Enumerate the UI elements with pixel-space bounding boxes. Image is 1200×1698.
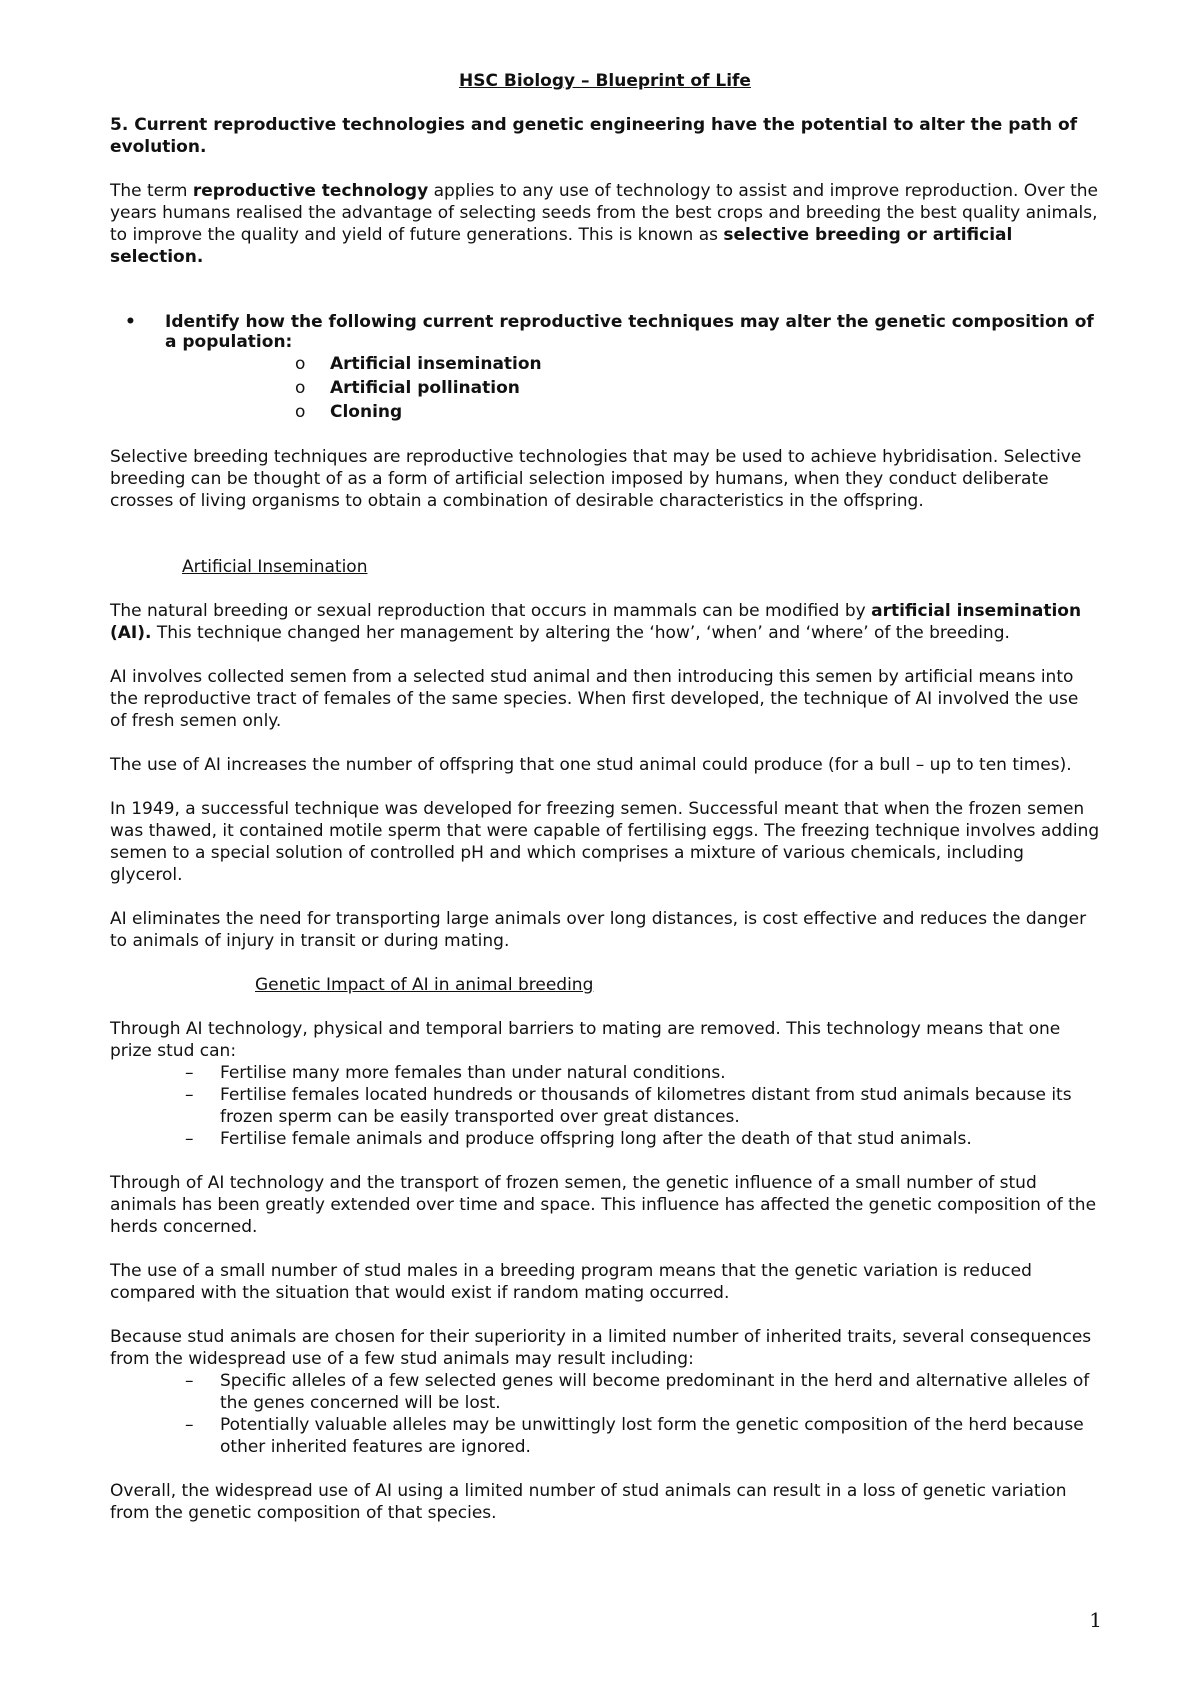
technique-list [110,352,1100,424]
circle-bullet-icon: o [295,354,306,374]
ai-paragraph-1: The natural breeding or sexual reproduction that occurs in mammals can be modified by artificial insemination (AI). This technique changed her management by altering the ‘how’, ‘when’ and ‘where’ of the breeding. [110,601,1082,643]
document-title: HSC Biology – Blueprint of Life [459,71,751,91]
circle-bullet-icon: o [295,402,306,422]
impact-paragraph-3: The use of a small number of stud males in a breeding program means that the genetic variation is reduced compared with the situation that would exist if random mating occurred. [110,1261,1032,1303]
list-item: – Fertilise female animals and produce offspring long after the death of that stud animals. [185,1129,972,1149]
list-item: o Cloning [295,402,403,422]
ai-paragraph-4: In 1949, a successful technique was developed for freezing semen. Successful meant that when the frozen semen was thawed, it contained motile sperm that were capable of fertilising eggs. The freezing technique involves adding semen to a special solution of controlled pH and which comprises a mixture of various chemicals, including glycerol. [110,799,1100,885]
bullet-icon: • [125,312,136,332]
ai-paragraph-5: AI eliminates the need for transporting large animals over long distances, is cost effective and reduces the danger to animals of injury in transit or during mating. [110,909,1087,951]
document-page [110,70,1100,1524]
genetic-impact-subheading: Genetic Impact of AI in animal breeding [255,975,594,995]
ai-paragraph-3: The use of AI increases the number of offspring that one stud animal could produce (for a bull – up to ten times). [110,755,1072,775]
dash-bullet-icon: – [185,1085,194,1105]
ai-subheading: Artificial Insemination [182,557,368,577]
list-item: – Specific alleles of a few selected genes will become predominant in the herd and alternative alleles of the genes concerned will be lost. [185,1371,1090,1413]
impact-paragraph-5: Overall, the widespread use of AI using a limited number of stud animals can result in a loss of genetic variation from the genetic composition of that species. [110,1481,1067,1523]
ai-paragraph-2: AI involves collected semen from a selected stud animal and then introducing this semen by artificial means into the reproductive tract of females of the same species. When first developed, the technique of AI involved the use of fresh semen only. [110,667,1079,731]
impact-paragraph-2: Through of AI technology and the transport of frozen semen, the genetic influence of a small number of stud animals has been greatly extended over time and space. This influence has affected the genetic composition of the herds concerned. [110,1173,1097,1237]
list-item: o Artificial pollination [295,378,520,398]
dash-bullet-icon: – [185,1063,194,1083]
syllabus-dot-point: • Identify how the following current reproductive techniques may alter the genetic composition of a population: [125,312,1094,352]
selective-breeding-paragraph: Selective breeding techniques are reproductive technologies that may be used to achieve hybridisation. Selective breeding can be thought of as a form of artificial selection imposed by humans, when they conduct deliberate crosses of living organisms to obtain a combination of desirable characteristics in the offspring. [110,447,1082,511]
dash-bullet-icon: – [185,1415,194,1435]
impact-paragraph-4: Because stud animals are chosen for their superiority in a limited number of inherited traits, several consequences from the widespread use of a few stud animals may result including: [110,1327,1092,1369]
dash-bullet-icon: – [185,1371,194,1391]
page-number: 1 [1089,1608,1102,1632]
list-item: o Artificial insemination [295,354,542,374]
impact-paragraph-1: Through AI technology, physical and temporal barriers to mating are removed. This technology means that one prize stud can: [110,1019,1061,1061]
intro-paragraph: The term reproductive technology applies to any use of technology to assist and improve reproduction. Over the years humans realised the advantage of selecting seeds from the best crops and breeding the best quality animals, to improve the quality and yield of future generations. This is known as selective breeding or artificial selection. [110,181,1098,267]
section-heading: 5. Current reproductive technologies and genetic engineering have the potential to alter the path of evolution. [110,115,1078,157]
list-item: – Fertilise females located hundreds or thousands of kilometres distant from stud animals because its frozen sperm can be easily transported over great distances. [185,1085,1072,1127]
dash-bullet-icon: – [185,1129,194,1149]
impact-list [110,1062,1100,1150]
list-item: – Fertilise many more females than under natural conditions. [185,1063,726,1083]
circle-bullet-icon: o [295,378,306,398]
consequence-list [110,1370,1100,1458]
list-item: – Potentially valuable alleles may be unwittingly lost form the genetic composition of the herd because other inherited features are ignored. [185,1415,1084,1457]
